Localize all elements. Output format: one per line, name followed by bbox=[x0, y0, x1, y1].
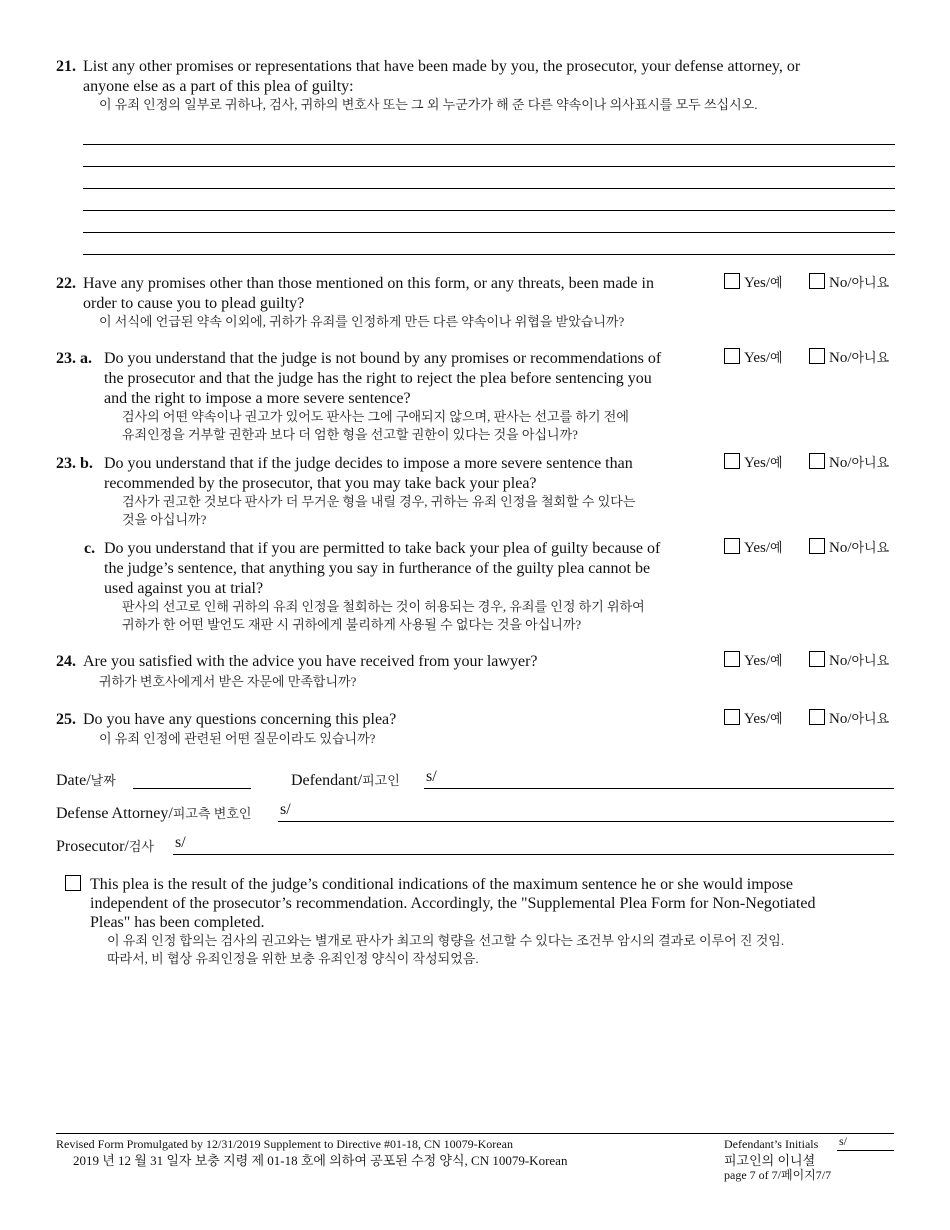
q21-text-line1: List any other promises or representations that have been made by you, the prosecutor, your defense attorney, or bbox=[83, 58, 801, 75]
q24-no-option[interactable]: No/아니요 bbox=[809, 651, 889, 670]
q23c-line2: the judge’s sentence, that anything you say in furtherance of the guilty plea cannot be bbox=[104, 560, 651, 577]
answer-line-5[interactable] bbox=[83, 232, 895, 233]
q23a-line2: the prosecutor and that the judge has the right to reject the plea before sentencing you bbox=[104, 370, 652, 387]
q24-yes-option[interactable]: Yes/예 bbox=[724, 651, 783, 670]
q22-no-checkbox[interactable] bbox=[809, 273, 825, 289]
q23a-no-checkbox[interactable] bbox=[809, 348, 825, 364]
q23b-no-option[interactable]: No/아니요 bbox=[809, 453, 889, 472]
q22-number: 22. bbox=[56, 275, 76, 292]
q23c-yes-option[interactable]: Yes/예 bbox=[724, 538, 783, 557]
q23b-korean-1: 검사가 권고한 것보다 판사가 더 무거운 형을 내릴 경우, 귀하는 유죄 인정을 철회할 수 있다는 bbox=[122, 494, 636, 509]
q23a-yes-checkbox[interactable] bbox=[724, 348, 740, 364]
q23a-korean-1: 검사의 어떤 약속이나 권고가 있어도 판사는 그에 구애되지 않으며, 판사는 선고를 하기 전에 bbox=[122, 409, 629, 424]
conditional-checkbox[interactable] bbox=[65, 875, 81, 894]
q22-line1: Have any promises other than those mentioned on this form, or any threats, been made in bbox=[83, 275, 654, 292]
prosecutor-signature-field[interactable] bbox=[173, 854, 894, 855]
attorney-signature: s/ bbox=[280, 801, 291, 818]
q25-korean: 이 유죄 인정에 관련된 어떤 질문이라도 있습니까? bbox=[99, 731, 376, 746]
q23a-line3: and the right to impose a more severe sentence? bbox=[104, 390, 411, 407]
q23a-yes-option[interactable]: Yes/예 bbox=[724, 348, 783, 367]
q23c-number: c. bbox=[84, 540, 96, 557]
q23a-korean-2: 유죄인정을 거부할 권한과 보다 더 엄한 형을 선고할 권한이 있다는 것을 아십니까? bbox=[122, 427, 578, 442]
q23c-korean-2: 귀하가 한 어떤 발언도 재판 시 귀하에게 불리하게 사용될 수 없다는 것을 아십니까? bbox=[122, 617, 582, 632]
q23b-line1: Do you understand that if the judge decides to impose a more severe sentence than bbox=[104, 455, 633, 472]
q25-number: 25. bbox=[56, 711, 76, 728]
page-number: page 7 of 7/페이지7/7 bbox=[724, 1168, 832, 1182]
initials-korean: 피고인의 이니셜 bbox=[724, 1153, 816, 1168]
q25-yes-checkbox[interactable] bbox=[724, 709, 740, 725]
q22-no-option[interactable]: No/아니요 bbox=[809, 273, 889, 292]
q23c-yes-checkbox[interactable] bbox=[724, 538, 740, 554]
answer-line-2[interactable] bbox=[83, 166, 895, 167]
initials-value: s/ bbox=[839, 1134, 848, 1148]
q25-yes-option[interactable]: Yes/예 bbox=[724, 709, 783, 728]
q23a-number: 23. a. bbox=[56, 350, 92, 367]
q23b-line2: recommended by the prosecutor, that you may take back your plea? bbox=[104, 475, 537, 492]
date-label: Date/날짜 bbox=[56, 772, 116, 789]
defendant-signature: s/ bbox=[426, 768, 437, 785]
footer-revised-korean: 2019 년 12 월 31 일자 보충 지령 제 01-18 호에 의하여 공포된 수정 양식, CN 10079-Korean bbox=[73, 1153, 568, 1168]
q25-line1: Do you have any questions concerning this plea? bbox=[83, 711, 397, 728]
q23b-korean-2: 것을 아십니까? bbox=[122, 512, 207, 527]
prosecutor-signature: s/ bbox=[175, 834, 186, 851]
answer-line-3[interactable] bbox=[83, 188, 895, 189]
q24-line1: Are you satisfied with the advice you have received from your lawyer? bbox=[83, 653, 538, 670]
q23c-no-checkbox[interactable] bbox=[809, 538, 825, 554]
defendant-label: Defendant/피고인 bbox=[291, 772, 400, 789]
footer-revised: Revised Form Promulgated by 12/31/2019 Supplement to Directive #01-18, CN 10079-Korean bbox=[56, 1137, 513, 1151]
q22-yes-checkbox[interactable] bbox=[724, 273, 740, 289]
q22-line2: order to cause you to plead guilty? bbox=[83, 295, 305, 312]
q23c-line1: Do you understand that if you are permitted to take back your plea of guilty because of bbox=[104, 540, 661, 557]
answer-line-4[interactable] bbox=[83, 210, 895, 211]
conditional-line1: This plea is the result of the judge’s conditional indications of the maximum sentence he or she would impose bbox=[90, 876, 793, 893]
q23b-number: 23. b. bbox=[56, 455, 93, 472]
initials-field[interactable] bbox=[837, 1150, 894, 1151]
footer-divider bbox=[56, 1133, 894, 1134]
answer-line-6[interactable] bbox=[83, 254, 895, 255]
q24-korean: 귀하가 변호사에게서 받은 자문에 만족합니까? bbox=[99, 674, 357, 689]
attorney-signature-field[interactable] bbox=[278, 821, 894, 822]
conditional-korean-1: 이 유죄 인정 합의는 검사의 권고와는 별개로 판사가 최고의 형량을 선고할 수 있다는 조건부 암시의 결과로 이루어 진 것임. bbox=[107, 933, 785, 948]
q22-korean: 이 서식에 언급된 약속 이외에, 귀하가 유죄를 인정하게 만든 다른 약속이나 위협을 받았습니까? bbox=[99, 314, 625, 329]
q23c-korean-1: 판사의 선고로 인해 귀하의 유죄 인정을 철회하는 것이 허용되는 경우, 유죄를 인정 하기 위하여 bbox=[122, 599, 645, 614]
conditional-line3: Pleas" has been completed. bbox=[90, 914, 265, 931]
q25-no-checkbox[interactable] bbox=[809, 709, 825, 725]
q23c-line3: used against you at trial? bbox=[104, 580, 264, 597]
conditional-line2: independent of the prosecutor’s recommendation. Accordingly, the "Supplemental Plea Form for Non-Negotiated bbox=[90, 895, 816, 912]
q24-no-checkbox[interactable] bbox=[809, 651, 825, 667]
q21-text-line2: anyone else as a part of this plea of guilty: bbox=[83, 78, 354, 95]
q22-yes-option[interactable]: Yes/예 bbox=[724, 273, 783, 292]
q25-no-option[interactable]: No/아니요 bbox=[809, 709, 889, 728]
conditional-korean-2: 따라서, 비 협상 유죄인정을 위한 보충 유죄인정 양식이 작성되었음. bbox=[107, 951, 479, 966]
q21-korean: 이 유죄 인정의 일부로 귀하나, 검사, 귀하의 변호사 또는 그 외 누군가가 해 준 다른 약속이나 의사표시를 모두 쓰십시오. bbox=[99, 97, 758, 112]
initials-label: Defendant’s Initials bbox=[724, 1137, 819, 1151]
defendant-signature-field[interactable] bbox=[424, 788, 894, 789]
attorney-label: Defense Attorney/피고측 변호인 bbox=[56, 805, 252, 822]
q23b-yes-option[interactable]: Yes/예 bbox=[724, 453, 783, 472]
q23b-yes-checkbox[interactable] bbox=[724, 453, 740, 469]
prosecutor-label: Prosecutor/검사 bbox=[56, 838, 154, 855]
q23a-no-option[interactable]: No/아니요 bbox=[809, 348, 889, 367]
answer-line-1[interactable] bbox=[83, 144, 895, 145]
q21-number: 21. bbox=[56, 58, 76, 75]
q23b-no-checkbox[interactable] bbox=[809, 453, 825, 469]
date-field[interactable] bbox=[133, 788, 251, 789]
q24-yes-checkbox[interactable] bbox=[724, 651, 740, 667]
q24-number: 24. bbox=[56, 653, 76, 670]
q23c-no-option[interactable]: No/아니요 bbox=[809, 538, 889, 557]
q23a-line1: Do you understand that the judge is not bound by any promises or recommendations of bbox=[104, 350, 662, 367]
